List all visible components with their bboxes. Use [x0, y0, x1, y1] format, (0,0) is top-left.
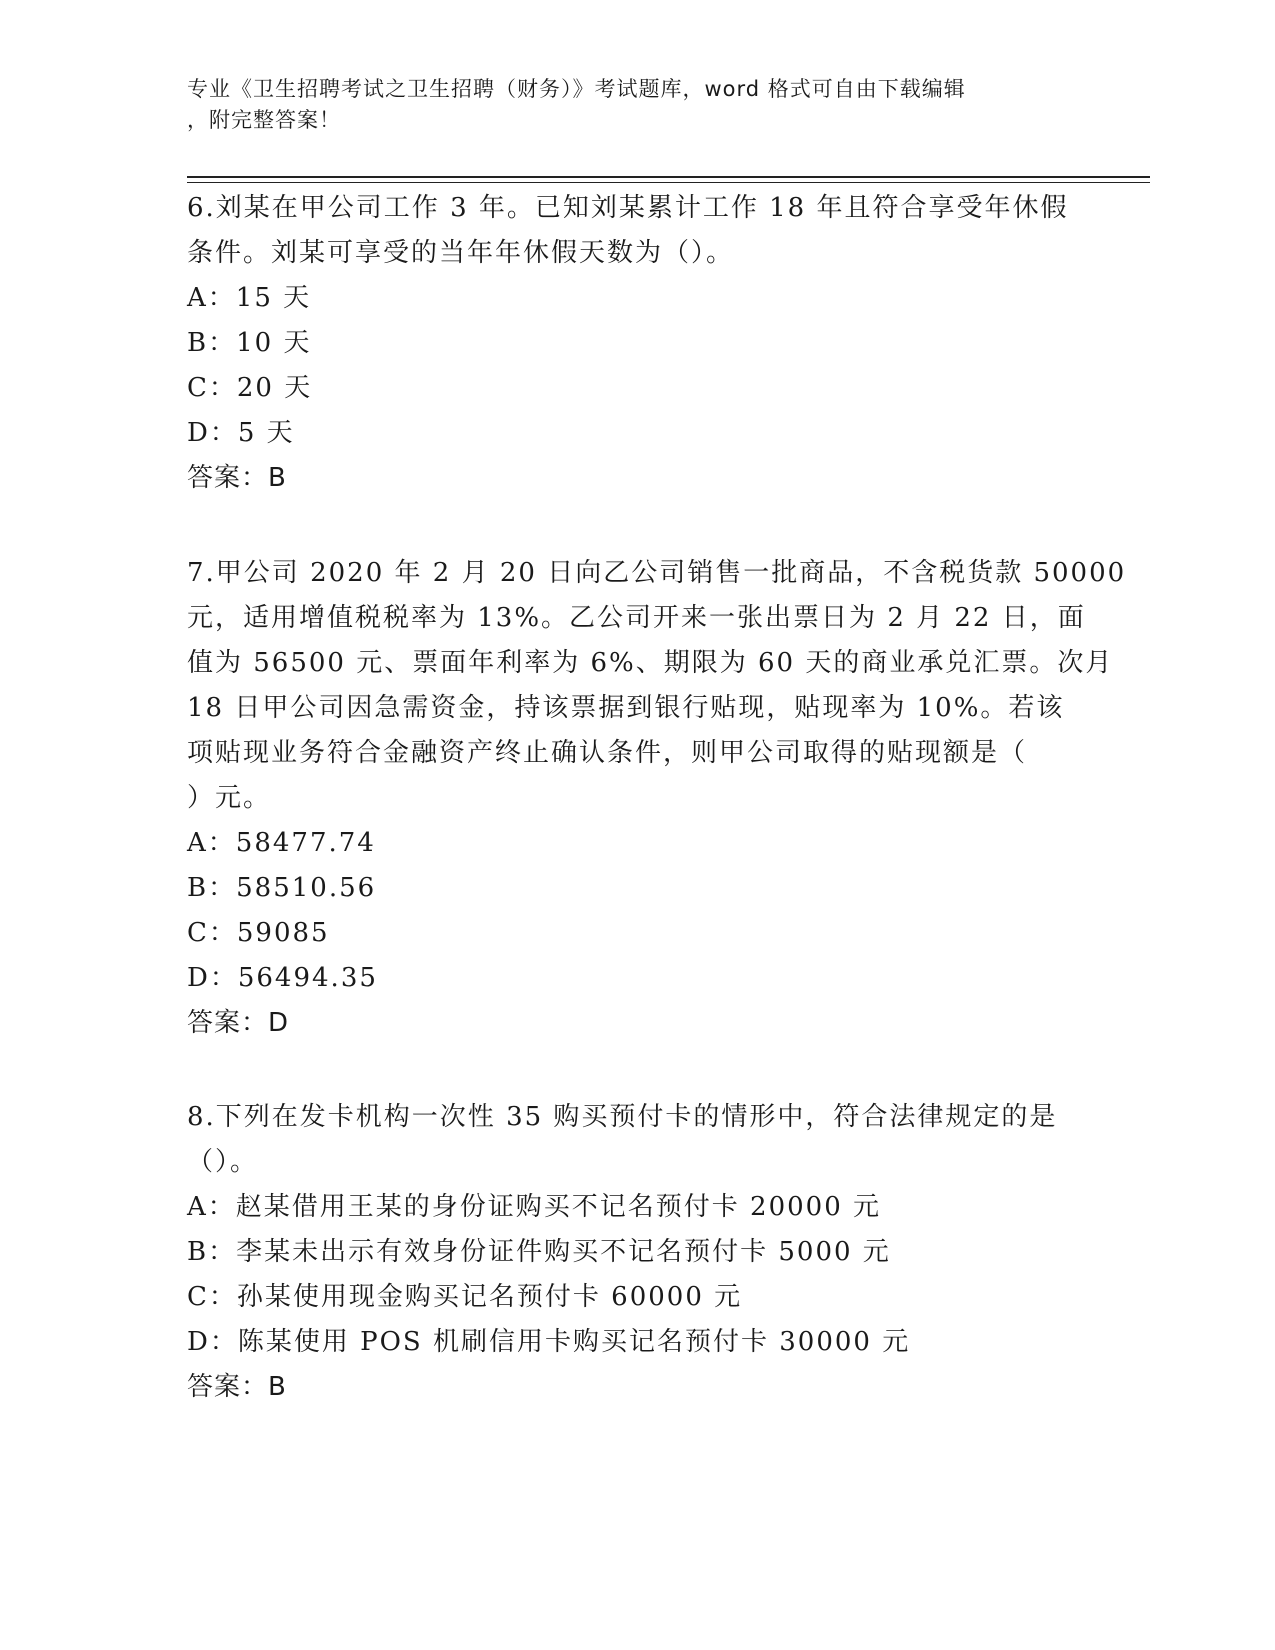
answer-line: 答案：B	[187, 1372, 287, 1402]
answer-line: 答案：B	[187, 463, 287, 493]
option-a: A：15 天	[187, 283, 312, 313]
option-b: B：李某未出示有效身份证件购买不记名预付卡 5000 元	[187, 1237, 891, 1267]
option-c: C：孙某使用现金购买记名预付卡 60000 元	[187, 1282, 743, 1312]
answer-line: 答案：D	[187, 1008, 290, 1038]
question-stem-line: 18 日甲公司因急需资金，持该票据到银行贴现，贴现率为 10%。若该	[187, 693, 1065, 723]
question-stem-line: 元，适用增值税税率为 13%。乙公司开来一张出票日为 2 月 22 日，面	[187, 603, 1086, 633]
question-stem-line: 项贴现业务符合金融资产终止确认条件，则甲公司取得的贴现额是（	[187, 738, 1028, 768]
option-d: D：56494.35	[187, 963, 378, 993]
header-line-1: 专业《卫生招聘考试之卫生招聘（财务）》考试题库，word 格式可自由下载编辑	[187, 77, 966, 101]
question-6	[187, 186, 1087, 501]
question-stem-line: 值为 56500 元、票面年利率为 6%、期限为 60 天的商业承兑汇票。次月	[187, 648, 1114, 678]
header-divider-thick	[187, 176, 1150, 178]
document-header	[187, 74, 1067, 136]
question-stem-line: 条件。刘某可享受的当年年休假天数为（）。	[187, 238, 735, 268]
option-c: C：59085	[187, 918, 330, 948]
option-a: A：58477.74	[187, 828, 376, 858]
question-8	[187, 1095, 1087, 1410]
header-divider-thin	[187, 182, 1150, 183]
question-stem-line: 8.下列在发卡机构一次性 35 购买预付卡的情形中，符合法律规定的是	[187, 1102, 1058, 1132]
option-a: A：赵某借用王某的身份证购买不记名预付卡 20000 元	[187, 1192, 882, 1222]
question-stem-line: 7.甲公司 2020 年 2 月 20 日向乙公司销售一批商品，不含税货款 50000	[187, 558, 1127, 588]
question-stem-line: 6.刘某在甲公司工作 3 年。已知刘某累计工作 18 年且符合享受年休假	[187, 193, 1069, 223]
header-line-2: ，附完整答案！	[187, 108, 341, 132]
question-7	[187, 551, 1127, 1046]
option-c: C：20 天	[187, 373, 313, 403]
question-stem-line: （）。	[187, 1147, 259, 1177]
question-stem-line: ）元。	[187, 783, 272, 813]
option-d: D：5 天	[187, 418, 295, 448]
option-b: B：58510.56	[187, 873, 377, 903]
option-d: D：陈某使用 POS 机刷信用卡购买记名预付卡 30000 元	[187, 1327, 911, 1357]
option-b: B：10 天	[187, 328, 312, 358]
